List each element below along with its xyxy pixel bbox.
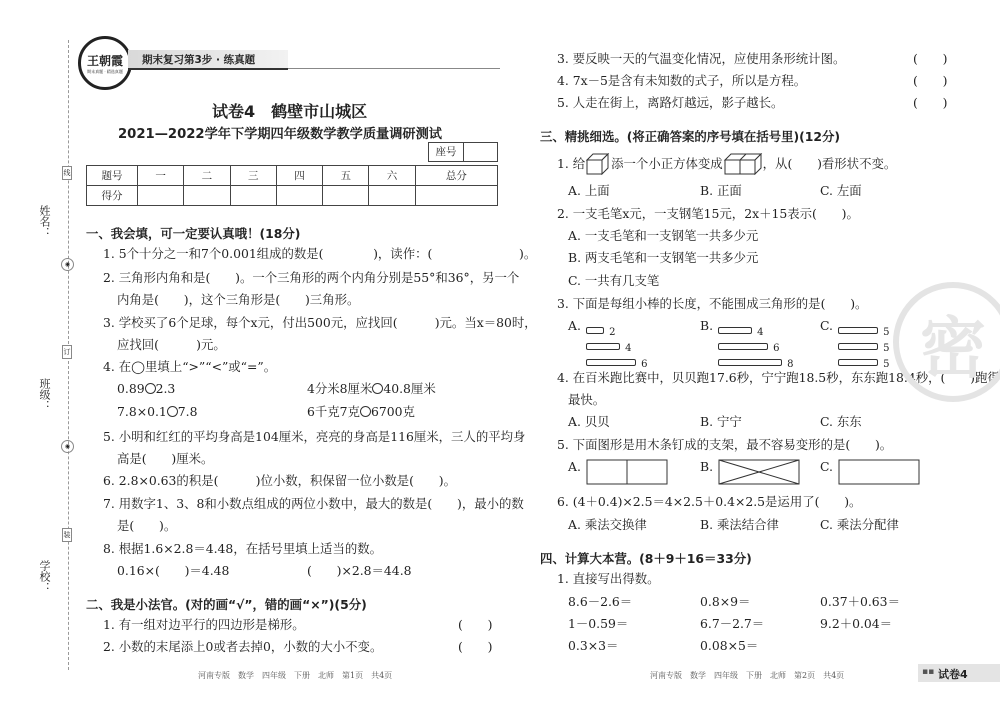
option-1c[interactable]: C. 左面 — [820, 183, 862, 198]
option-3b-label[interactable]: B. — [700, 318, 714, 333]
option-4a[interactable]: A. 贝贝 — [568, 414, 610, 429]
choice-1 — [557, 153, 896, 175]
judge-5: 5. 人走在街上，离路灯越远，影子越长。 — [557, 95, 784, 110]
single-cube-figure — [585, 153, 611, 175]
paper-subtitle: 2021—2022学年下学期四年级数学教学质量调研测试 — [118, 127, 442, 142]
score-cell[interactable] — [276, 186, 322, 206]
compare-right: 2.3 — [155, 381, 176, 396]
compare-right: 6700克 — [370, 404, 415, 419]
question-2-line1: 2. 三角形内角和是( )。一个三角形的两个内角分别是55°和36°，另一个 — [103, 270, 520, 285]
question-2-line2: 内角是( )，这个三角形是( )三角形。 — [117, 292, 360, 307]
header-rule — [288, 68, 500, 69]
double-cube-figure — [723, 153, 763, 175]
judge-1-answer[interactable]: ( ) — [458, 617, 493, 632]
section4-title: 四、计算大本营。(8＋9＋16＝33分) — [540, 551, 752, 566]
calc-item: 0.08×5＝ — [700, 638, 759, 653]
frame-crossed-rect — [718, 459, 800, 485]
question-3-line1: 3. 学校买了6个足球，每个x元，付出500元，应找回( )元。当x＝80时， — [103, 315, 537, 330]
stick-length: 8 — [787, 359, 794, 370]
stick — [838, 343, 878, 350]
stick-length: 5 — [883, 359, 890, 370]
seat-input[interactable] — [464, 143, 497, 161]
judge-2: 2. 小数的末尾添上0或者去掉0，小数的大小不变。 — [103, 639, 383, 654]
compare-left: 6千克7克 — [307, 404, 360, 419]
tag-dots-icon: ▪▪ — [922, 667, 935, 677]
question-1: 1. 5个十分之一和7个0.001组成的数是( )，读作：( )。 — [103, 246, 537, 261]
score-cell[interactable] — [323, 186, 369, 206]
side-tag-bind: 装 — [62, 528, 72, 542]
name-label: 姓名： — [38, 205, 51, 238]
score-row — [87, 186, 498, 206]
score-header-cell: 一 — [138, 166, 184, 186]
logo-sub: 期末真题 · 精选真题 — [87, 68, 123, 74]
question-8: 8. 根据1.6×2.8＝4.48，在括号里填上适当的数。 — [103, 541, 383, 556]
compare-right: 7.8 — [177, 404, 198, 419]
judge-4-answer[interactable]: ( ) — [913, 73, 948, 88]
question-6: 6. 2.8×0.63的积是( )位小数，积保留一位小数是( )。 — [103, 473, 456, 488]
score-cell[interactable] — [138, 186, 184, 206]
option-6c[interactable]: C. 乘法分配律 — [820, 517, 899, 532]
seat-label: 座号 — [429, 143, 464, 161]
option-3c-label[interactable]: C. — [820, 318, 833, 333]
question-8-b: ( )×2.8＝44.8 — [307, 563, 412, 578]
option-5b-label[interactable]: B. — [700, 459, 714, 474]
paper-title: 试卷4 鹤壁市山城区 — [212, 102, 368, 121]
question-4: 4. 在◯里填上“>”“<”或“=”。 — [103, 359, 277, 374]
calc-item: 0.3×3＝ — [568, 638, 619, 653]
stick — [586, 359, 636, 366]
score-header-cell: 六 — [369, 166, 415, 186]
score-table — [86, 165, 498, 206]
choice-1-part2: 添一个小正方体变成 — [611, 156, 723, 171]
judge-2-answer[interactable]: ( ) — [458, 639, 493, 654]
stick — [838, 327, 878, 334]
paper-tag — [918, 664, 1000, 682]
stick-length: 4 — [757, 327, 764, 338]
option-4c[interactable]: C. 东东 — [820, 414, 862, 429]
option-2a[interactable]: A. 一支毛笔和一支钢笔一共多少元 — [568, 228, 759, 243]
score-header-cell: 三 — [230, 166, 276, 186]
punch-hole-icon: ◉ — [61, 440, 74, 453]
school-label: 学校： — [38, 560, 51, 593]
compare-item — [307, 381, 436, 397]
stick — [586, 327, 604, 334]
left-footer: 河南专版 数学 四年级 下册 北师 第1页 共4页 — [198, 671, 393, 680]
option-6b[interactable]: B. 乘法结合律 — [700, 517, 779, 532]
score-header-cell: 总分 — [415, 166, 497, 186]
compare-item — [117, 404, 198, 420]
judge-4: 4. 7x－5是含有未知数的式子，所以是方程。 — [557, 73, 807, 88]
stick-length: 5 — [883, 327, 890, 338]
compare-right: 40.8厘米 — [383, 381, 436, 396]
option-5c-label[interactable]: C. — [820, 459, 833, 474]
choice-3: 3. 下面是每组小棒的长度，不能围成三角形的是( )。 — [557, 296, 868, 311]
calc-item: 0.37＋0.63＝ — [820, 594, 900, 609]
compare-item — [307, 404, 415, 420]
stick-length: 5 — [883, 343, 890, 354]
section2-title: 二、我是小法官。(对的画“√”，错的画“×”)(5分) — [86, 597, 367, 612]
option-2c[interactable]: C. 一共有几支笔 — [568, 273, 660, 288]
option-6a[interactable]: A. 乘法交换律 — [568, 517, 647, 532]
compare-left: 0.89 — [117, 381, 145, 396]
stick-length: 6 — [641, 359, 648, 370]
stick-group-c — [838, 320, 889, 368]
seat-box — [428, 142, 498, 162]
question-5-line2: 高是( )厘米。 — [117, 451, 214, 466]
option-1a[interactable]: A. 上面 — [568, 183, 610, 198]
calc-1-title: 1. 直接写出得数。 — [557, 571, 660, 586]
calc-item: 0.8×9＝ — [700, 594, 751, 609]
option-3a-label[interactable]: A. — [568, 318, 581, 333]
compare-left: 7.8×0.1 — [117, 404, 167, 419]
stick — [718, 343, 768, 350]
calc-item: 1－0.59＝ — [568, 616, 629, 631]
stick-length: 2 — [609, 327, 616, 338]
right-footer: 河南专版 数学 四年级 下册 北师 第2页 共4页 — [650, 671, 845, 680]
score-header-cell: 二 — [184, 166, 230, 186]
score-header-cell: 四 — [276, 166, 322, 186]
frame-plain-rect — [838, 459, 920, 485]
compare-item — [117, 381, 175, 397]
score-header-cell: 题号 — [87, 166, 138, 186]
calc-item: 8.6－2.6＝ — [568, 594, 633, 609]
banner-text: 期末复习第3步 · 练真题 — [142, 54, 256, 66]
compare-circle[interactable] — [145, 383, 156, 394]
section1-title: 一、我会填，可一定要认真哦！(18分) — [86, 226, 301, 241]
score-header-row — [87, 166, 498, 186]
choice-1-part1: 1. 给 — [557, 156, 586, 171]
stick-group-a — [586, 320, 647, 368]
stick — [718, 359, 782, 366]
stick — [586, 343, 620, 350]
compare-left: 4分米8厘米 — [307, 381, 373, 396]
option-4b[interactable]: B. 宁宁 — [700, 414, 742, 429]
score-cell[interactable] — [184, 186, 230, 206]
seal-text: 密 — [920, 309, 986, 387]
choice-2: 2. 一支毛笔x元，一支钢笔15元，2x＋15表示( )。 — [557, 206, 859, 221]
question-7-line2: 是( )。 — [117, 518, 177, 533]
choice-5: 5. 下面图形是用木条钉成的支架，最不容易变形的是( )。 — [557, 437, 893, 452]
question-5-line1: 5. 小明和红红的平均身高是104厘米，亮亮的身高是116厘米，三人的平均身 — [103, 429, 526, 444]
header-banner — [128, 50, 288, 70]
score-header-cell: 五 — [323, 166, 369, 186]
choice-1-part3: ，从( )看形状不变。 — [762, 156, 897, 171]
choice-4-line2: 最快。 — [568, 392, 606, 407]
stick-group-b — [718, 320, 793, 368]
judge-3-answer[interactable]: ( ) — [913, 51, 948, 66]
paper-tag-text: 试卷4 — [938, 668, 968, 681]
stick — [718, 327, 752, 334]
side-tag-order: 订 — [62, 345, 72, 359]
compare-circle[interactable] — [372, 383, 383, 394]
judge-3: 3. 要反映一天的气温变化情况，应使用条形统计图。 — [557, 51, 846, 66]
stick-length: 6 — [773, 343, 780, 354]
option-1b[interactable]: B. 正面 — [700, 183, 742, 198]
stick — [838, 359, 878, 366]
punch-hole-icon: ◉ — [61, 258, 74, 271]
score-cell[interactable] — [415, 186, 497, 206]
score-cell[interactable] — [230, 186, 276, 206]
option-5a-label[interactable]: A. — [568, 459, 581, 474]
section3-title: 三、精挑细选。(将正确答案的序号填在括号里)(12分) — [540, 129, 841, 144]
judge-1: 1. 有一组对边平行的四边形是梯形。 — [103, 617, 305, 632]
frame-divided-rect — [586, 459, 668, 485]
option-2b[interactable]: B. 两支毛笔和一支钢笔一共多少元 — [568, 250, 759, 265]
choice-6: 6. (4＋0.4)×2.5＝4×2.5＋0.4×2.5是运用了( )。 — [557, 494, 862, 509]
compare-circle[interactable] — [360, 406, 371, 417]
logo-text: 王朝霞 — [86, 53, 123, 68]
question-8-a: 0.16×( )＝4.48 — [117, 563, 230, 578]
stick-length: 4 — [625, 343, 632, 354]
score-cell[interactable] — [369, 186, 415, 206]
question-7-line1: 7. 用数字1、3、8和小数点组成的两位小数中，最大的数是( )，最小的数 — [103, 496, 524, 511]
calc-item: 6.7－2.7＝ — [700, 616, 765, 631]
judge-5-answer[interactable]: ( ) — [913, 95, 948, 110]
compare-circle[interactable] — [167, 406, 178, 417]
class-label: 班级： — [38, 378, 51, 411]
choice-4-line1: 4. 在百米跑比赛中，贝贝跑17.6秒，宁宁跑18.5秒，东东跑18.4秒，( )跑得 — [557, 370, 1000, 385]
score-row-label: 得分 — [87, 186, 138, 206]
brand-logo — [78, 36, 132, 90]
question-3-line2: 应找回( )元。 — [117, 337, 226, 352]
calc-item: 9.2＋0.04＝ — [820, 616, 893, 631]
side-tag-line: 线 — [62, 166, 72, 180]
